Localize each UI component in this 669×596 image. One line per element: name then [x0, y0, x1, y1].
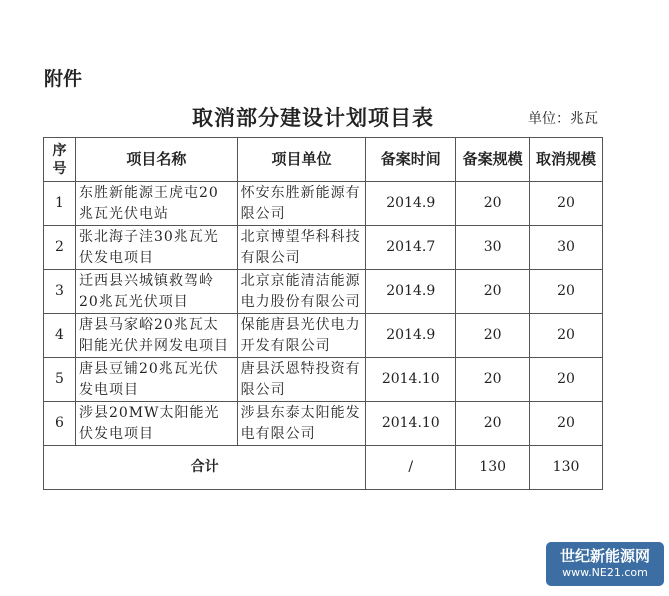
filed-capacity: 20 — [456, 358, 530, 402]
row-number: 1 — [44, 182, 76, 226]
header-org: 项目单位 — [237, 138, 366, 182]
project-org: 保能唐县光伏电力开发有限公司 — [237, 314, 366, 358]
table-row — [44, 358, 603, 402]
filing-date: 2014.7 — [366, 226, 456, 270]
watermark-logo — [546, 542, 664, 586]
table-row — [44, 182, 603, 226]
row-number: 5 — [44, 358, 76, 402]
header-cancelled: 取消规模 — [530, 138, 603, 182]
total-date: / — [366, 446, 456, 490]
filed-capacity: 20 — [456, 182, 530, 226]
table-row — [44, 270, 603, 314]
project-name: 张北海子洼30兆瓦光伏发电项目 — [75, 226, 237, 270]
cancelled-capacity: 20 — [530, 270, 603, 314]
project-name: 唐县豆铺20兆瓦光伏发电项目 — [75, 358, 237, 402]
project-name: 唐县马家峪20兆瓦太阳能光伏并网发电项目 — [75, 314, 237, 358]
filed-capacity: 20 — [456, 314, 530, 358]
project-name: 迁西县兴城镇救驾岭20兆瓦光伏项目 — [75, 270, 237, 314]
row-number: 3 — [44, 270, 76, 314]
cancelled-capacity: 20 — [530, 314, 603, 358]
row-number: 2 — [44, 226, 76, 270]
row-number: 6 — [44, 402, 76, 446]
header-date: 备案时间 — [366, 138, 456, 182]
filing-date: 2014.9 — [366, 314, 456, 358]
total-label: 合计 — [44, 446, 366, 490]
project-org: 唐县沃恩特投资有限公司 — [237, 358, 366, 402]
document-title: 取消部分建设计划项目表 — [192, 106, 434, 130]
project-org: 北京京能清洁能源电力股份有限公司 — [237, 270, 366, 314]
total-filed: 130 — [456, 446, 530, 490]
filing-date: 2014.9 — [366, 270, 456, 314]
filing-date: 2014.10 — [366, 358, 456, 402]
project-name: 东胜新能源王虎屯20兆瓦光伏电站 — [75, 182, 237, 226]
table-header — [44, 138, 603, 182]
total-row — [44, 446, 603, 490]
filed-capacity: 20 — [456, 270, 530, 314]
table-row — [44, 226, 603, 270]
cancelled-capacity: 30 — [530, 226, 603, 270]
header-no: 序号 — [44, 138, 76, 182]
table-row — [44, 402, 603, 446]
filing-date: 2014.10 — [366, 402, 456, 446]
project-org: 北京博望华科科技有限公司 — [237, 226, 366, 270]
header-name: 项目名称 — [75, 138, 237, 182]
unit-label: 单位：兆瓦 — [528, 111, 598, 127]
cancelled-capacity: 20 — [530, 358, 603, 402]
project-org: 怀安东胜新能源有限公司 — [237, 182, 366, 226]
filed-capacity: 20 — [456, 402, 530, 446]
logo-line2: www.NE21.com — [562, 566, 648, 579]
table-row — [44, 314, 603, 358]
project-name: 涉县20MW太阳能光伏发电项目 — [75, 402, 237, 446]
row-number: 4 — [44, 314, 76, 358]
total-cancelled: 130 — [530, 446, 603, 490]
projects-table — [43, 137, 603, 490]
cancelled-capacity: 20 — [530, 182, 603, 226]
header-filed: 备案规模 — [456, 138, 530, 182]
logo-line1: 世纪新能源网 — [559, 547, 650, 565]
project-org: 涉县东泰太阳能发电有限公司 — [237, 402, 366, 446]
attachment-label: 附件 — [44, 68, 83, 90]
filing-date: 2014.9 — [366, 182, 456, 226]
cancelled-capacity: 20 — [530, 402, 603, 446]
filed-capacity: 30 — [456, 226, 530, 270]
